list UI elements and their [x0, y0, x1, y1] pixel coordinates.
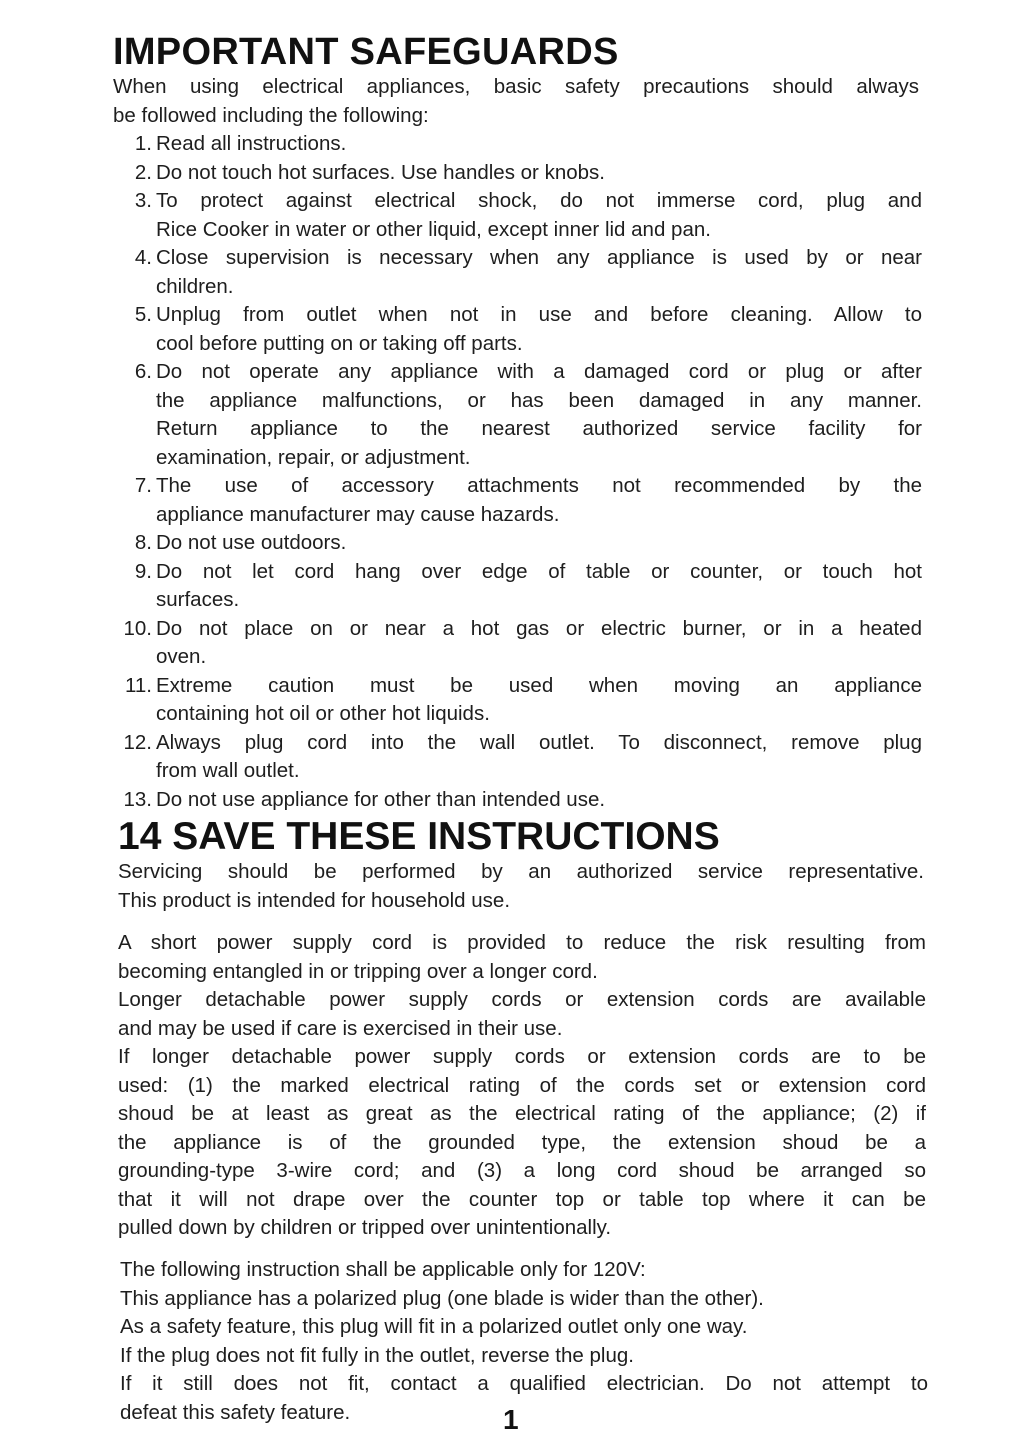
intro-paragraph — [113, 73, 919, 130]
list-item-line: children. — [156, 274, 234, 298]
list-item-line: Return appliance to the nearest authorized service facility for — [156, 417, 922, 440]
list-item — [116, 187, 922, 244]
list-item — [116, 529, 922, 558]
list-item-line: To protect against electrical shock, do not immerse cord, plug and — [156, 189, 922, 212]
paragraph-line: used: (1) the marked electrical rating of the cords set or extension cord — [118, 1073, 926, 1097]
paragraph-line: A short power supply cord is provided to reduce the risk resulting from — [118, 931, 926, 954]
list-item — [116, 472, 922, 529]
list-item-line: Do not touch hot surfaces. Use handles or knobs. — [156, 160, 605, 184]
paragraph-line: Longer detachable power supply cords or extension cords are available — [118, 988, 926, 1011]
list-item-number: 13. — [123, 787, 152, 811]
service-paragraph — [118, 858, 924, 915]
list-item-number: 12. — [123, 730, 152, 754]
list-item — [116, 672, 922, 729]
paragraph-line: This product is intended for household use. — [118, 888, 511, 912]
paragraph-line: and may be used if care is exercised in their use. — [118, 1016, 563, 1040]
list-item-number: 6. — [134, 360, 152, 383]
paragraph-line: that it will not drape over the counter top or table top where it can be — [118, 1187, 926, 1211]
list-item-line: Extreme caution must be used when moving an appliance — [156, 673, 922, 697]
intro-line: be followed including the following: — [113, 103, 429, 127]
list-item-line: Do not use appliance for other than intended use. — [156, 787, 606, 811]
intro-line: When using electrical appliances, basic safety precautions should always — [113, 75, 919, 98]
list-item-line: Do not place on or near a hot gas or electric burner, or in a heated — [156, 616, 922, 640]
list-item-line: containing hot oil or other hot liquids. — [156, 702, 490, 725]
list-item-number: 7. — [134, 474, 152, 497]
list-item-number: 4. — [134, 246, 152, 269]
paragraph-line: This appliance has a polarized plug (one blade is wider than the other). — [120, 1286, 764, 1310]
safeguard-list — [116, 130, 922, 814]
list-item — [116, 301, 922, 358]
paragraph-line: The following instruction shall be applicable only for 120V: — [120, 1258, 646, 1281]
list-item-line: The use of accessory attachments not recommended by the — [156, 474, 922, 497]
list-item — [116, 358, 922, 472]
list-item-line: Do not let cord hang over edge of table or counter, or touch hot — [156, 559, 922, 583]
list-item-line: Do not use outdoors. — [156, 531, 347, 554]
paragraph-line: pulled down by children or tripped over unintentionally. — [118, 1216, 612, 1239]
paragraph-line: the appliance is of the grounded type, the extension shoud be a — [118, 1130, 926, 1154]
list-item — [116, 729, 922, 786]
list-item-line: Always plug cord into the wall outlet. To disconnect, remove plug — [156, 730, 922, 754]
paragraph-line: Servicing should be performed by an authorized service representative. — [118, 860, 924, 883]
list-item-line: Close supervision is necessary when any appliance is used by or near — [156, 246, 922, 269]
list-item-number: 2. — [134, 160, 152, 184]
list-item-line: examination, repair, or adjustment. — [156, 445, 471, 469]
paragraph-line: As a safety feature, this plug will fit in a polarized outlet only one way. — [120, 1315, 748, 1338]
list-item-number: 9. — [134, 559, 152, 583]
list-item — [116, 558, 922, 615]
list-item-line: from wall outlet. — [156, 759, 300, 782]
list-item — [116, 130, 922, 159]
list-item — [116, 615, 922, 672]
polarized-plug-paragraph — [120, 1256, 928, 1427]
list-item — [116, 244, 922, 301]
list-item-line: Read all instructions. — [156, 132, 347, 155]
paragraph-line: defeat this safety feature. — [120, 1400, 351, 1424]
list-item-line: appliance manufacturer may cause hazards. — [156, 502, 560, 526]
paragraph-line: grounding-type 3-wire cord; and (3) a long cord shoud be arranged so — [118, 1159, 926, 1182]
page-number: 1 — [503, 1404, 519, 1435]
list-item-line: Rice Cooker in water or other liquid, except inner lid and pan. — [156, 217, 711, 241]
list-item-number: 3. — [134, 189, 152, 212]
list-item-number: 5. — [134, 303, 152, 326]
list-item-number: 1. — [134, 132, 152, 155]
list-item-line: oven. — [156, 645, 207, 668]
list-item — [116, 159, 922, 188]
list-item-line: the appliance malfunctions, or has been damaged in any manner. — [156, 388, 922, 412]
list-item-line: Do not operate any appliance with a damaged cord or plug or after — [156, 360, 922, 383]
paragraph-line: becoming entangled in or tripping over a longer cord. — [118, 959, 598, 983]
list-item-line: cool before putting on or taking off parts. — [156, 331, 523, 355]
paragraph-line: shoud be at least as great as the electrical rating of the appliance; (2) if — [118, 1102, 926, 1125]
list-item-number: 8. — [134, 531, 152, 554]
cord-paragraph — [118, 929, 926, 1243]
save-instructions-heading: 14 SAVE THESE INSTRUCTIONS — [118, 815, 720, 858]
paragraph-line: If it still does not fit, contact a qualified electrician. Do not attempt to — [120, 1372, 928, 1395]
paragraph-line: If longer detachable power supply cords or extension cords are to be — [118, 1045, 926, 1068]
page-title: IMPORTANT SAFEGUARDS — [113, 31, 619, 73]
list-item-line: surfaces. — [156, 588, 240, 611]
paragraph-line: If the plug does not fit fully in the outlet, reverse the plug. — [120, 1343, 634, 1367]
list-item — [116, 786, 922, 815]
list-item-line: Unplug from outlet when not in use and before cleaning. Allow to — [156, 303, 922, 326]
list-item-number: 10. — [123, 616, 152, 640]
list-item-number: 11. — [125, 673, 152, 697]
